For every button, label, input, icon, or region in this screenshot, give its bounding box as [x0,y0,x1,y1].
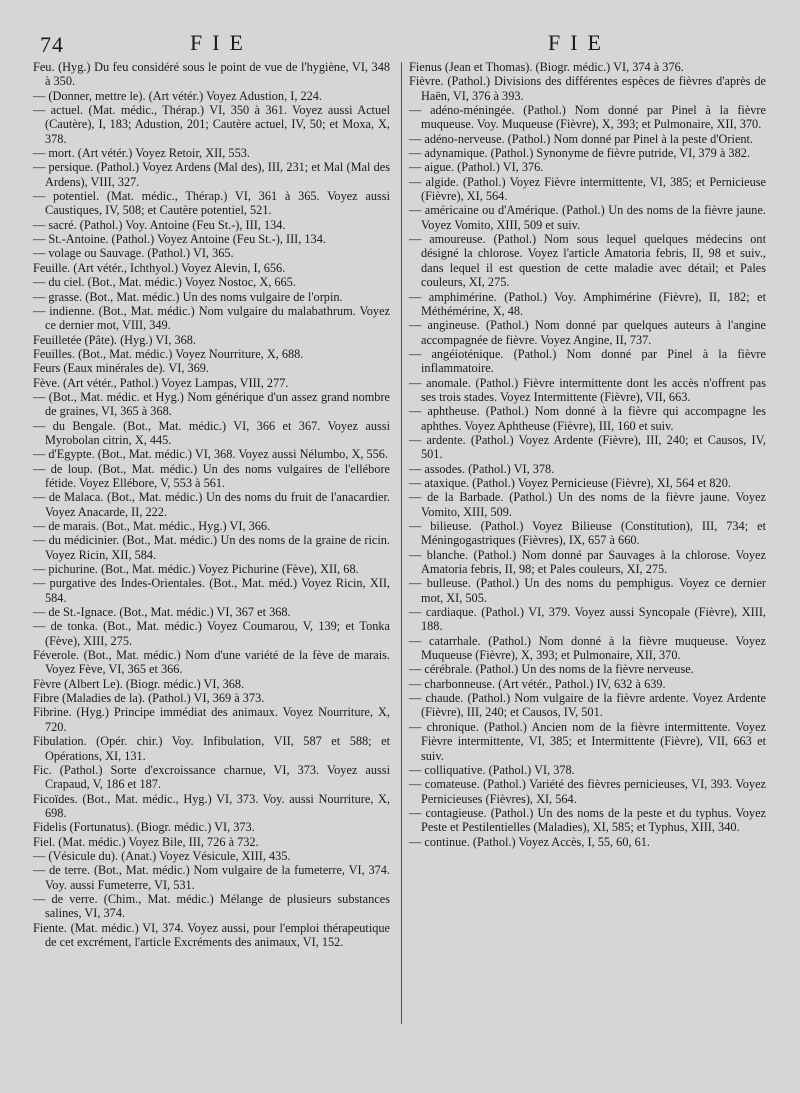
index-entry: — potentiel. (Mat. médic., Thérap.) VI, 361 à 365. Voyez aussi Caustiques, IV, 508; et Cautère potentiel, 521. [33,189,390,218]
index-entry: — persique. (Pathol.) Voyez Ardens (Mal des), III, 231; et Mal (Mal des Ardens), VIII, 327. [33,160,390,189]
index-entry: — continue. (Pathol.) Voyez Accès, I, 55, 60, 61. [409,834,651,849]
index-entry: — du médicinier. (Bot., Mat. médic.) Un des noms de la graine de ricin. Voyez Ricin, XII, 584. [33,533,390,562]
index-entry: — adéno-méningée. (Pathol.) Nom donné par Pinel à la fièvre muqueuse. Voy. Muqueuse (Fièvre), X, 393; et Pulmonaire, XII, 370. [409,103,766,132]
index-entry: — adynamique. (Pathol.) Synonyme de fièvre putride, VI, 379 à 382. [409,146,750,161]
index-entry: — de verre. (Chim., Mat. médic.) Mélange de plusieurs substances salines, VI, 374. [33,891,390,921]
index-entry: — ardente. (Pathol.) Voyez Ardente (Fièvre), III, 240; et Causos, IV, 501. [409,432,766,462]
index-entry: — St.-Antoine. (Pathol.) Voyez Antoine (Feu St.-), III, 134. [33,232,326,247]
index-entry: — contagieuse. (Pathol.) Un des noms de la peste et du typhus. Voyez Peste et Pestilentielles (Maladies), XI, 585; et Typhus, XIII, 340. [409,805,766,835]
index-entry: — assodes. (Pathol.) VI, 378. [409,461,555,476]
index-entry: — de Malaca. (Bot., Mat. médic.) Un des noms du fruit de l'anacardier. Voyez Anacarde, II, 222. [33,490,390,519]
index-entry: Fiente. (Mat. médic.) VI, 374. Voyez aussi, pour l'emploi thérapeutique de cet excrément, l'article Excréments des animaux, VI, 152. [33,920,390,949]
index-entry: Fibrine. (Hyg.) Principe immédiat des animaux. Voyez Nourriture, X, 720. [33,705,390,734]
page-number: 74 [40,32,64,57]
index-entry: — aigue. (Pathol.) VI, 376. [409,160,544,175]
index-entry: — du ciel. (Bot., Mat. médic.) Voyez Nostoc, X, 665. [33,275,296,290]
index-entry: — charbonneuse. (Art vétér., Pathol.) IV, 632 à 639. [409,676,666,691]
index-entry: — pichurine. (Bot., Mat. médic.) Voyez Pichurine (Fève), XII, 68. [33,562,359,577]
index-entry: — chronique. (Pathol.) Ancien nom de la fièvre intermittente. Voyez Fièvre intermittente, VI, 385; et Intermittente (Fièvre), VII, 663 et suiv. [409,719,766,763]
index-entry: — catarrhale. (Pathol.) Nom donné à la fièvre muqueuse. Voyez Muqueuse (Fièvre), X, 393; et Pulmonaire, XII, 370. [409,633,766,663]
index-entry: Fienus (Jean et Thomas). (Biogr. médic.) VI, 374 à 376. [409,60,684,74]
index-entry: — cardiaque. (Pathol.) VI, 379. Voyez aussi Syncopale (Fièvre), XIII, 188. [409,605,766,634]
index-entry: Feuilletée (Pâte). (Hyg.) VI, 368. [33,332,197,347]
index-entry: — ataxique. (Pathol.) Voyez Pernicieuse (Fièvre), XI, 564 et 820. [409,475,731,490]
index-entry: Fièvre. (Pathol.) Divisions des différentes espèces de fièvres d'après de Haën, VI, 376 à 393. [409,74,766,103]
index-entry: — colliquative. (Pathol.) VI, 378. [409,762,575,777]
index-entry: Fèvre (Albert Le). (Biogr. médic.) VI, 368. [33,676,245,691]
index-entry: — anomale. (Pathol.) Fièvre intermittente dont les accès n'offrent pas ses trois stades. Voyez Intermittente (Fièvre), VII, 663. [409,375,766,404]
index-entry: Feu. (Hyg.) Du feu considéré sous le point de vue de l'hygiène, VI, 348 à 350. [33,60,390,89]
column-divider [401,62,402,1024]
index-entry: — amphimérine. (Pathol.) Voy. Amphimérine (Fièvre), II, 182; et Méthémérine, X, 48. [409,289,766,318]
index-entry: — purgative des Indes-Orientales. (Bot., Mat. méd.) Voyez Ricin, XII, 584. [33,576,390,605]
index-entry: — (Donner, mettre le). (Art vétér.) Voyez Adustion, I, 224. [33,88,322,103]
index-entry: Feurs (Eaux minérales de). VI, 369. [33,361,209,376]
index-entry: — du Bengale. (Bot., Mat. médic.) VI, 366 et 367. Voyez aussi Myrobolan citrin, X, 445. [33,418,390,447]
index-entry: — blanche. (Pathol.) Nom donné par Sauvages à la chlorose. Voyez Amatoria febris, II, 98; et Pales couleurs, XI, 275. [409,547,766,577]
index-entry: — sacré. (Pathol.) Voy. Antoine (Feu St.-), III, 134. [33,217,286,232]
index-entry: Fidelis (Fortunatus). (Biogr. médic.) VI, 373. [33,820,255,835]
index-entry: Fibre (Maladies de la). (Pathol.) VI, 369 à 373. [33,691,265,706]
running-head-right: FIE [548,30,611,55]
index-entry: Feuilles. (Bot., Mat. médic.) Voyez Nourriture, X, 688. [33,346,304,361]
index-entry: — comateuse. (Pathol.) Variété des fièvres pernicieuses, VI, 393. Voyez Pernicieuses (Fièvres), XI, 564. [409,777,766,806]
index-entry: — d'Egypte. (Bot., Mat. médic.) VI, 368. Voyez aussi Nélumbo, X, 556. [33,447,389,462]
index-entry: — de la Barbade. (Pathol.) Un des noms de la fièvre jaune. Voyez Vomito, XIII, 509. [409,490,766,519]
index-entry: — mort. (Art vétér.) Voyez Retoir, XII, 553. [33,146,250,161]
index-entry: — grasse. (Bot., Mat. médic.) Un des noms vulgaire de l'orpin. [33,289,343,304]
index-entry: — actuel. (Mat. médic., Thérap.) VI, 350 à 361. Voyez aussi Actuel (Cautère), I, 183; Adustion, 201; Cautère actuel, IV, 50; et Moxa, X, 378. [33,103,390,146]
index-entry: — cérébrale. (Pathol.) Un des noms de la fièvre nerveuse. [409,662,694,677]
index-entry: — de terre. (Bot., Mat. médic.) Nom vulgaire de la fumeterre, VI, 374. Voy. aussi Fumeterre, VI, 531. [33,863,390,892]
index-entry: Ficoïdes. (Bot., Mat. médic., Hyg.) VI, 373. Voy. aussi Nourriture, X, 698. [33,791,390,820]
left-column [33,60,390,949]
index-entry: — chaude. (Pathol.) Nom vulgaire de la fièvre ardente. Voyez Ardente (Fièvre), III, 240; et Causos, IV, 501. [409,691,766,720]
index-entry: — algide. (Pathol.) Voyez Fièvre intermittente, VI, 385; et Pernicieuse (Fièvre), XI, 564. [409,174,766,204]
index-entry: — aphtheuse. (Pathol.) Nom donné à la fièvre qui accompagne les aphthes. Voyez Aphtheuse (Fièvre), III, 160 et suiv. [409,404,766,433]
index-entry: — (Vésicule du). (Anat.) Voyez Vésicule, XIII, 435. [33,848,291,863]
index-entry: Fic. (Pathol.) Sorte d'excroissance charnue, VI, 373. Voyez aussi Crapaud, V, 186 et 187. [33,762,390,792]
right-column [409,60,766,849]
index-entry: — de St.-Ignace. (Bot., Mat. médic.) VI, 367 et 368. [33,605,291,620]
index-entry: — angéioténique. (Pathol.) Nom donné par Pinel à la fièvre inflammatoire. [409,346,766,376]
index-entry: — de tonka. (Bot., Mat. médic.) Voyez Coumarou, V, 139; et Tonka (Fève), XIII, 275. [33,619,390,648]
index-entry: Fiel. (Mat. médic.) Voyez Bile, III, 726 à 732. [33,834,259,849]
index-entry: Fève. (Art vétér., Pathol.) Voyez Lampas, VIII, 277. [33,375,289,390]
index-entry: — bilieuse. (Pathol.) Voyez Bilieuse (Constitution), III, 734; et Méningogastriques (Fièvres), IX, 657 à 660. [409,519,766,548]
index-entry: Féverole. (Bot., Mat. médic.) Nom d'une variété de la fève de marais. Voyez Fève, VI, 365 et 366. [33,648,390,677]
index-entry: — (Bot., Mat. médic. et Hyg.) Nom générique d'un assez grand nombre de graines, VI, 365 à 368. [33,389,390,419]
running-head-left: FIE [190,30,253,55]
index-entry: Feuille. (Art vétér., Ichthyol.) Voyez Alevin, I, 656. [33,260,286,275]
index-entry: — indienne. (Bot., Mat. médic.) Nom vulgaire du malabathrum. Voyez ce dernier mot, VIII, 349. [33,303,390,333]
index-entry: — de loup. (Bot., Mat. médic.) Un des noms vulgaires de l'ellébore fétide. Voyez Ellébore, V, 553 à 561. [33,461,390,490]
index-entry: — bulleuse. (Pathol.) Un des noms du pemphigus. Voyez ce dernier mot, XI, 505. [409,576,766,605]
index-entry: — amoureuse. (Pathol.) Nom sous lequel quelques médecins ont désigné la chlorose. Voyez l'article Amatoria febris, II, 98 et suiv., dans lequel il est question de cette maladie avec détail; et Pales couleurs, XI, 275. [409,232,766,290]
index-entry: — volage ou Sauvage. (Pathol.) VI, 365. [33,246,234,261]
index-entry: — de marais. (Bot., Mat. médic., Hyg.) VI, 366. [33,519,271,533]
index-entry: Fibulation. (Opér. chir.) Voy. Infibulation, VII, 587 et 588; et Opérations, XI, 131. [33,734,390,763]
index-entry: — américaine ou d'Amérique. (Pathol.) Un des noms de la fièvre jaune. Voyez Vomito, XIII, 509 et suiv. [409,203,766,232]
index-entry: — adéno-nerveuse. (Pathol.) Nom donné par Pinel à la peste d'Orient. [409,131,754,146]
index-entry: — angineuse. (Pathol.) Nom donné par quelques auteurs à l'angine accompagnée de fièvre. Voyez Angine, II, 737. [409,318,766,347]
